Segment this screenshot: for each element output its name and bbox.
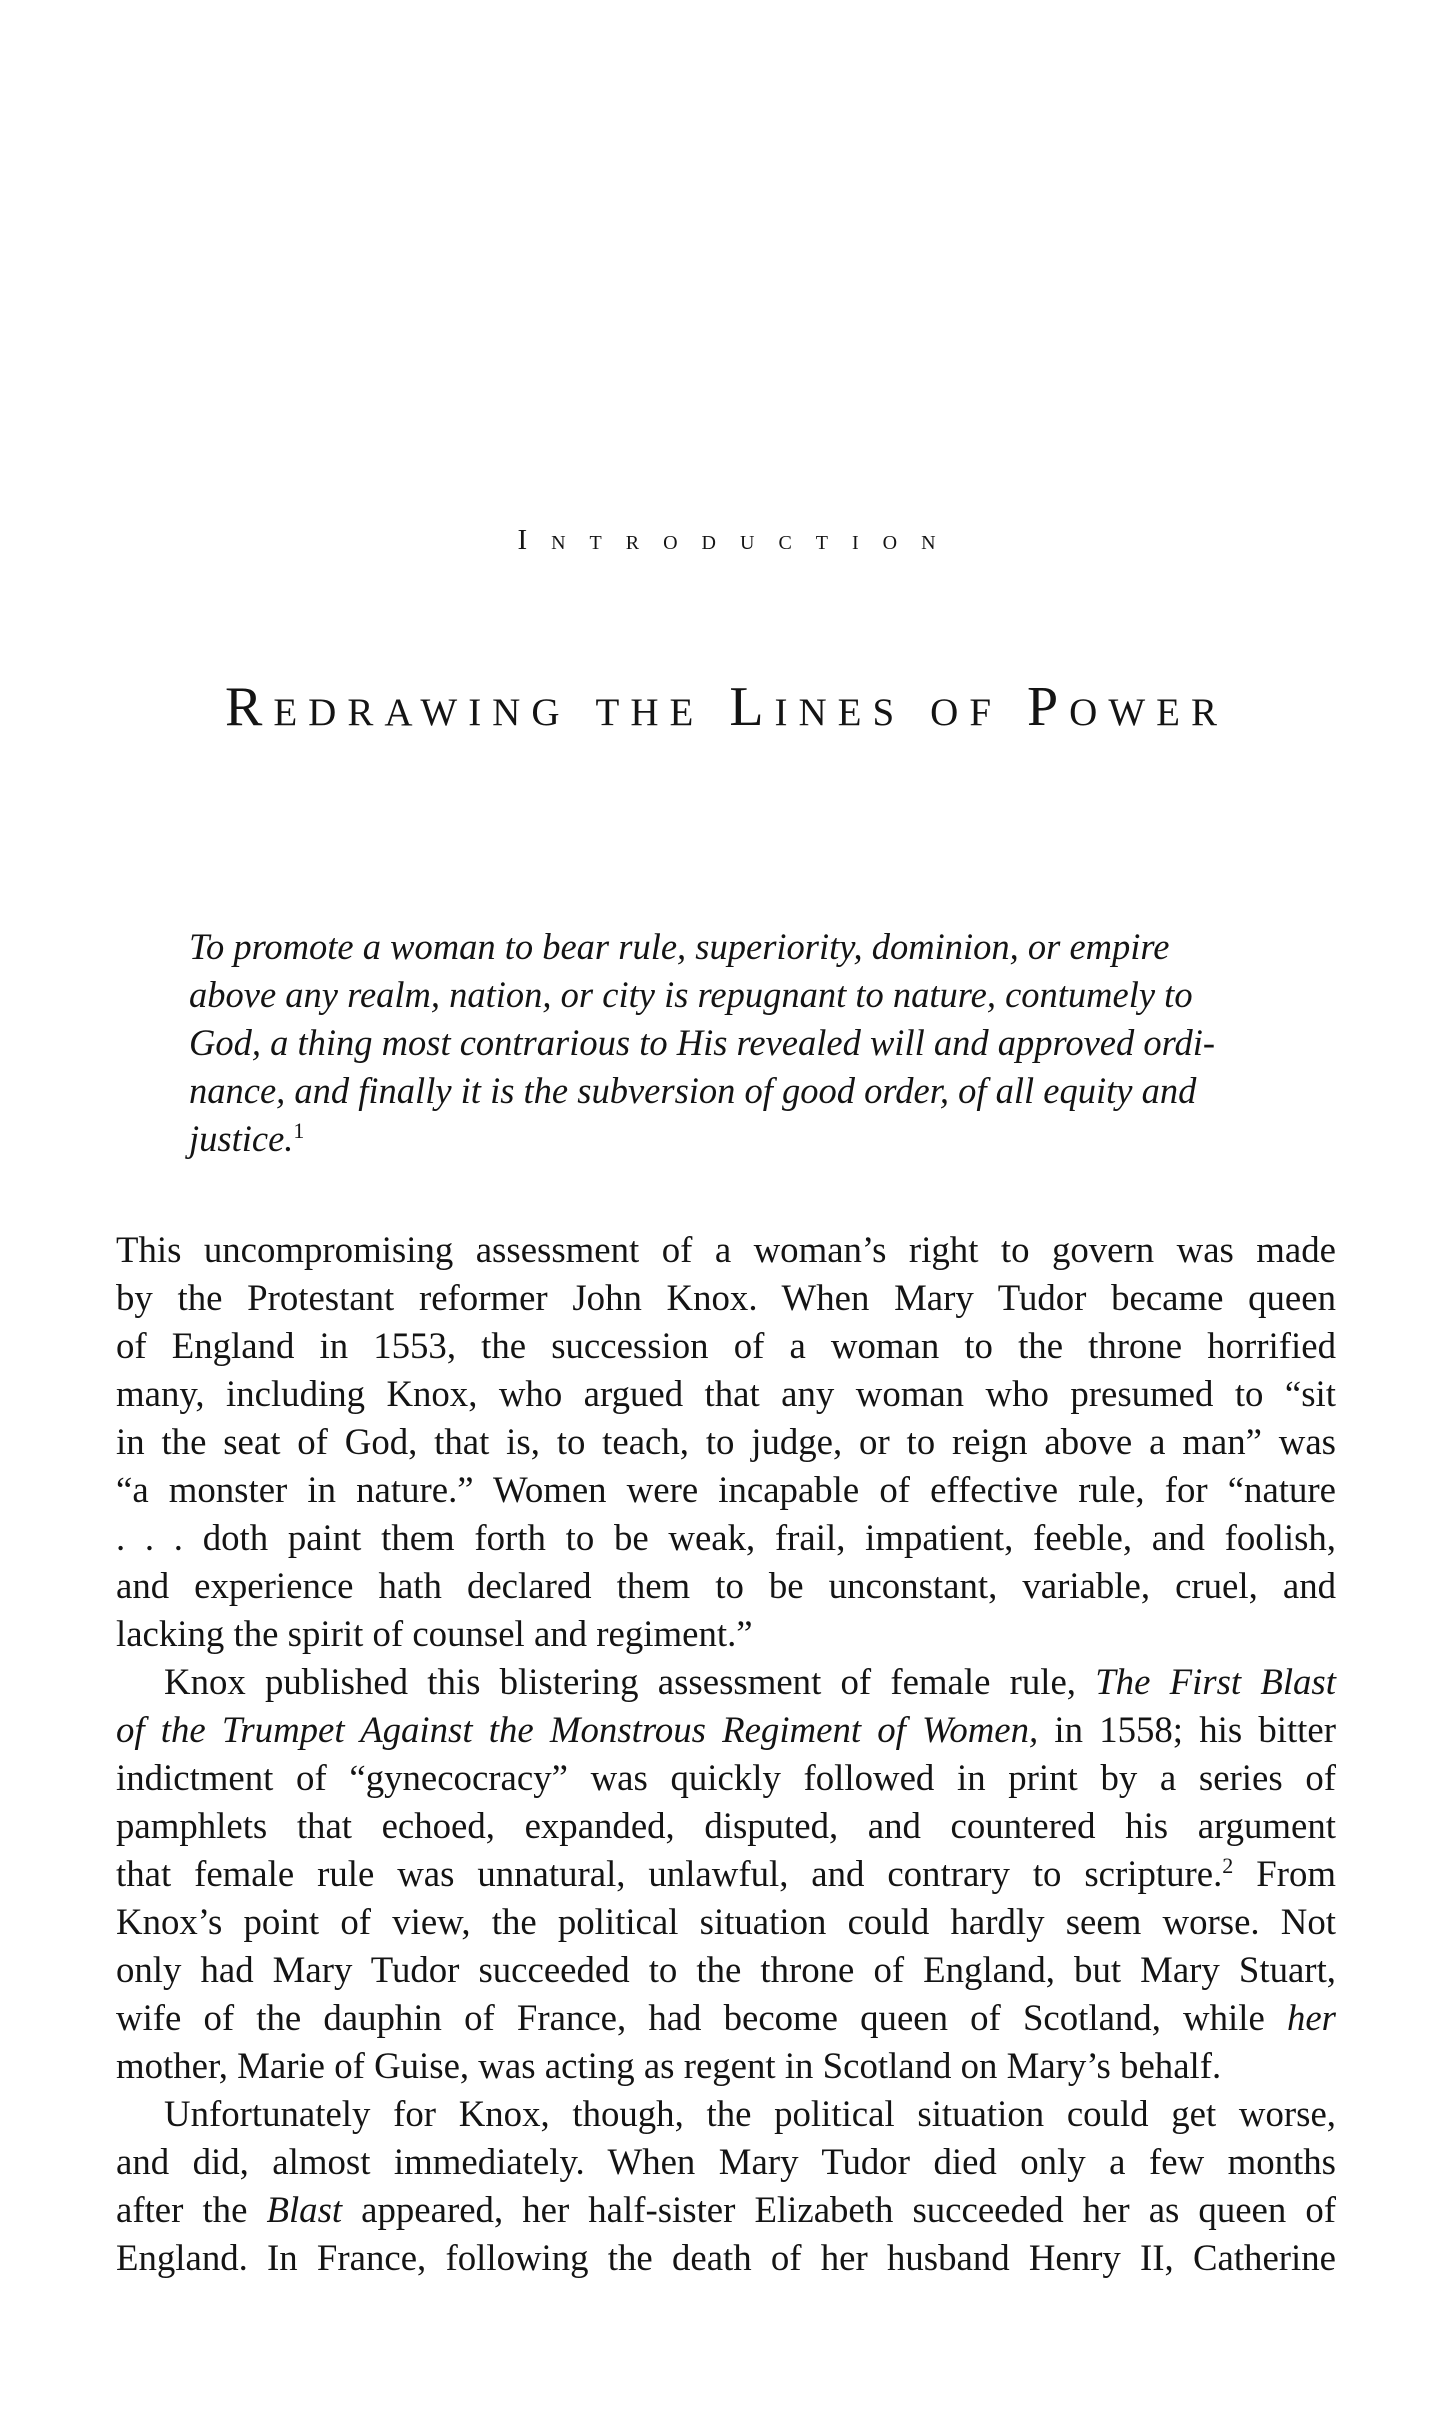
- epigraph-line: To promote a woman to bear rule, superiority, dominion, or empire: [189, 926, 1170, 967]
- body-text-run: Knox published this blistering assessment of female rule,: [164, 1661, 1096, 1702]
- book-title: The First Blast: [1095, 1661, 1336, 1702]
- body-text-run: in 1558; his bitter: [1038, 1709, 1336, 1750]
- body-text-run: that female rule was unnatural, unlawful, and contrary to scripture.: [116, 1853, 1223, 1894]
- body-text-run: after the: [116, 2189, 267, 2230]
- body-line: lacking the spirit of counsel and regiment.”: [116, 1613, 753, 1654]
- epigraph-line: God, a thing most contrarious to His revealed will and approved ordi-: [189, 1022, 1215, 1063]
- body-line: mother, Marie of Guise, was acting as regent in Scotland on Mary’s behalf.: [116, 2045, 1222, 2086]
- body-line: pamphlets that echoed, expanded, disputed, and countered his argument: [116, 1805, 1336, 1846]
- body-line: Knox’s point of view, the political situation could hardly seem worse. Not: [116, 1901, 1336, 1942]
- body-line: Unfortunately for Knox, though, the political situation could get worse,: [164, 2093, 1336, 2134]
- body-line: England. In France, following the death of her husband Henry II, Catherine: [116, 2237, 1336, 2278]
- epigraph-line: [189, 1115, 1239, 1163]
- body-line: indictment of “gynecocracy” was quickly followed in print by a series of: [116, 1757, 1336, 1798]
- body-line: [116, 1706, 1336, 1754]
- body-line: “a monster in nature.” Women were incapable of effective rule, for “nature: [116, 1469, 1336, 1510]
- footnote-ref: 2: [1222, 1852, 1234, 1878]
- epigraph-line: above any realm, nation, or city is repugnant to nature, contumely to: [189, 974, 1193, 1015]
- body-line: only had Mary Tudor succeeded to the throne of England, but Mary Stuart,: [116, 1949, 1336, 1990]
- body-line: . . . doth paint them forth to be weak, frail, impatient, feeble, and foolish,: [116, 1517, 1336, 1558]
- body-line: and did, almost immediately. When Mary Tudor died only a few months: [116, 2141, 1336, 2182]
- body-line: in the seat of God, that is, to teach, to judge, or to reign above a man” was: [116, 1421, 1336, 1462]
- body-line: [116, 1994, 1336, 2042]
- body-line: [116, 1658, 1336, 1706]
- body-line: by the Protestant reformer John Knox. When Mary Tudor became queen: [116, 1277, 1336, 1318]
- book-title: Blast: [266, 2189, 343, 2230]
- body-line: [116, 1850, 1336, 1898]
- body-line: of England in 1553, the succession of a woman to the throne horrified: [116, 1325, 1336, 1366]
- footnote-ref: 1: [293, 1117, 305, 1143]
- epigraph-line: nance, and finally it is the subversion of good order, of all equity and: [189, 1070, 1197, 1111]
- emphasis: her: [1286, 1997, 1336, 2038]
- epigraph: [189, 923, 1239, 1163]
- body-text-run: appeared, her half-sister Elizabeth succeeded her as queen of: [342, 2189, 1336, 2230]
- chapter-title: Redrawing the Lines of Power: [224, 676, 1228, 738]
- body-text-run: From: [1233, 1853, 1336, 1894]
- body-text-run: wife of the dauphin of France, had become queen of Scotland, while: [116, 1997, 1287, 2038]
- body-line: This uncompromising assessment of a woman’s right to govern was made: [116, 1229, 1336, 1270]
- body-line: [116, 2186, 1336, 2234]
- body-line: many, including Knox, who argued that any woman who presumed to “sit: [116, 1373, 1336, 1414]
- body-line: and experience hath declared them to be unconstant, variable, cruel, and: [116, 1565, 1336, 1606]
- book-title: of the Trumpet Against the Monstrous Regiment of Women,: [116, 1709, 1039, 1750]
- body-text: [116, 1226, 1336, 2282]
- epigraph-last-line: justice.: [189, 1118, 294, 1159]
- chapter-label: Introduction: [517, 524, 960, 556]
